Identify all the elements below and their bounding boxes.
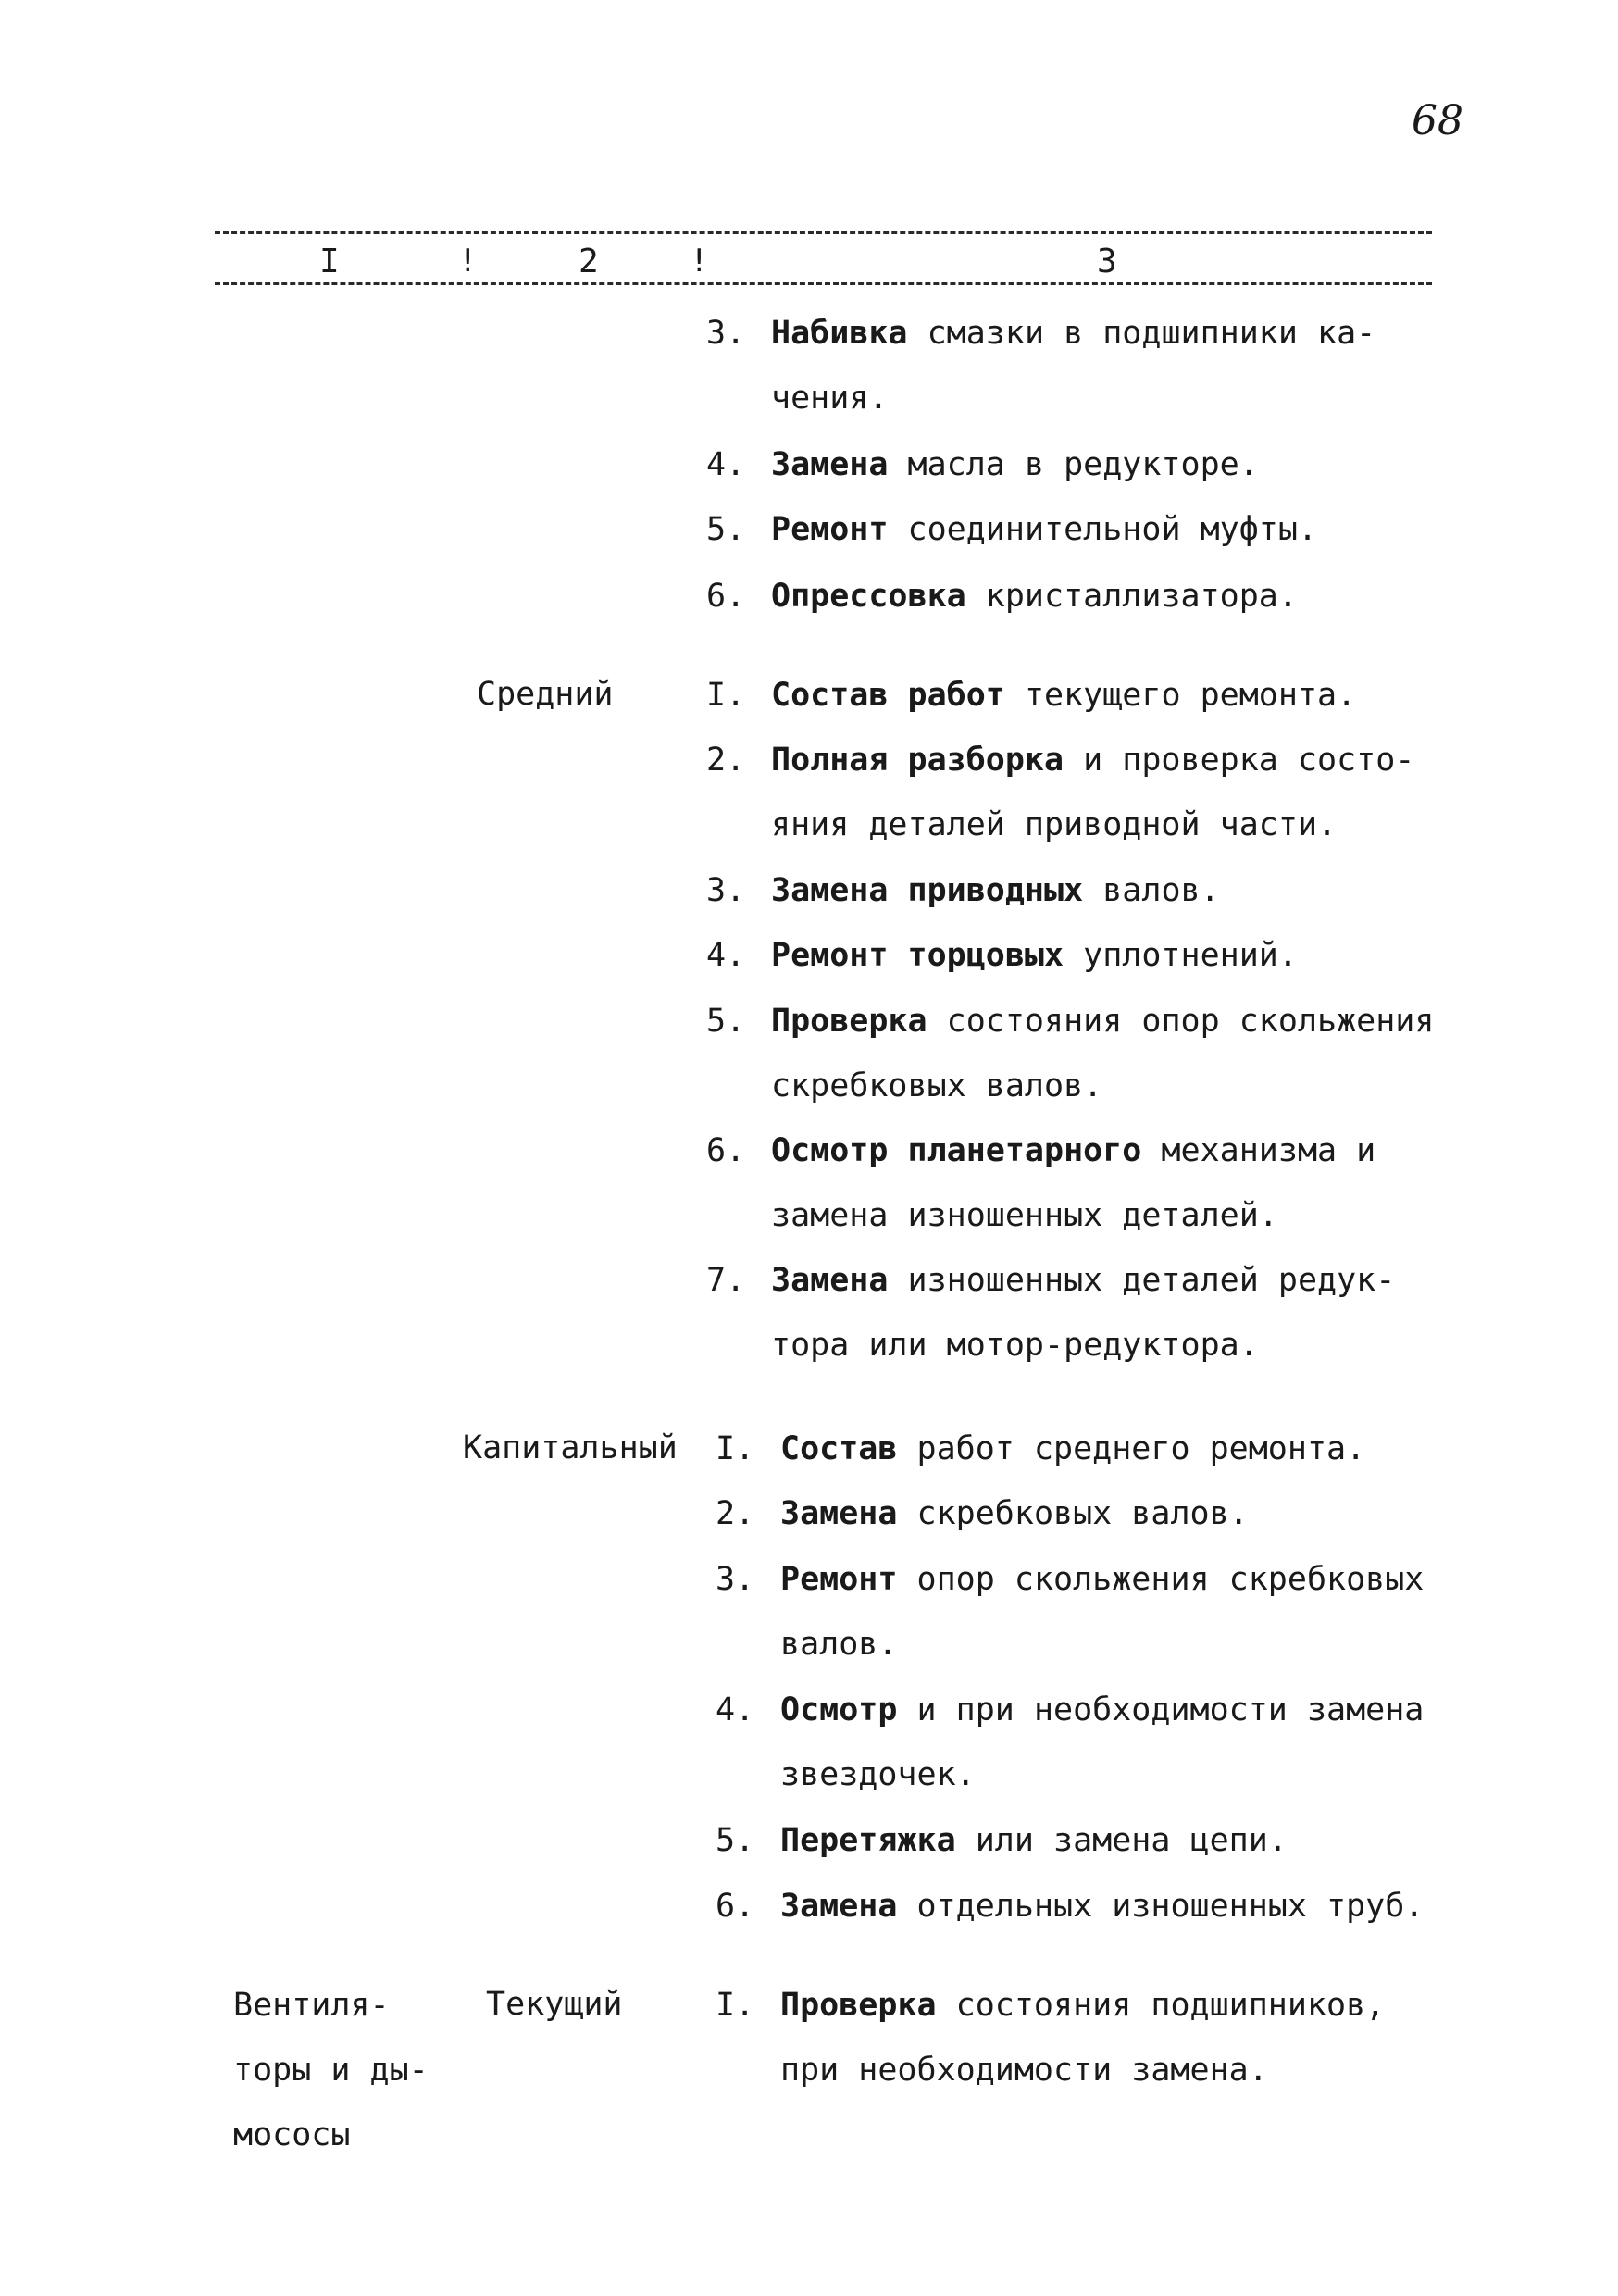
item-prev-5: 5. Ремонт соединительной муфты.	[706, 511, 1318, 548]
page-number: 68	[1412, 97, 1463, 144]
item-prev-3-cont: чения.	[771, 380, 889, 417]
equipment-fans-line-2: торы и ды-	[233, 2052, 429, 2089]
item-medium-6: 6. Осмотр планетарного механизма и	[706, 1132, 1376, 1169]
item-medium-2: 2. Полная разборка и проверка состо-	[706, 742, 1415, 779]
item-capital-4: 4. Осмотр и при необходимости замена	[716, 1691, 1425, 1728]
item-capital-2: 2. Замена скребковых валов.	[716, 1495, 1249, 1532]
item-capital-5: 5. Перетяжка или замена цепи.	[716, 1822, 1288, 1859]
header-rule-bottom	[215, 282, 1432, 285]
item-medium-2-cont: яния деталей приводной части.	[771, 806, 1338, 843]
repair-type-capital: Капитальный	[463, 1429, 678, 1466]
item-medium-6-cont: замена изношенных деталей.	[771, 1197, 1278, 1234]
item-medium-1: I. Состав работ текущего ремонта.	[706, 677, 1357, 714]
item-prev-3: 3. Набивка смазки в подшипники ка-	[706, 315, 1376, 352]
item-medium-5: 5. Проверка состояния опор скольжения	[706, 1003, 1435, 1040]
item-medium-4: 4. Ремонт торцовых уплотнений.	[706, 937, 1298, 974]
item-medium-7: 7. Замена изношенных деталей редук-	[706, 1262, 1396, 1299]
item-prev-6: 6. Опрессовка кристаллизатора.	[706, 578, 1298, 615]
item-medium-5-cont: скребковых валов.	[771, 1067, 1103, 1104]
header-rule-top	[215, 231, 1432, 234]
item-capital-4-cont: звездочек.	[780, 1756, 976, 1793]
item-prev-4: 4. Замена масла в редукторе.	[706, 446, 1259, 483]
item-capital-3-cont: валов.	[780, 1626, 898, 1663]
item-current-1: I. Проверка состояния подшипников,	[716, 1987, 1386, 2024]
column-separator-1: !	[458, 243, 478, 280]
item-capital-1: I. Состав работ среднего ремонта.	[716, 1430, 1366, 1467]
item-current-1-cont: при необходимости замена.	[780, 2052, 1268, 2089]
item-capital-6: 6. Замена отдельных изношенных труб.	[716, 1888, 1425, 1925]
equipment-fans-line-3: мососы	[233, 2116, 351, 2153]
item-medium-3: 3. Замена приводных валов.	[706, 872, 1220, 909]
equipment-fans-line-1: Вентиля-	[233, 1987, 390, 2024]
item-medium-7-cont: тора или мотор-редуктора.	[771, 1327, 1259, 1364]
item-capital-3: 3. Ремонт опор скольжения скребковых	[716, 1561, 1425, 1598]
column-header-1: I	[319, 243, 340, 281]
column-separator-2: !	[690, 243, 709, 280]
equipment-fans	[233, 1973, 429, 2167]
repair-type-current: Текущий	[486, 1986, 623, 2023]
column-header-3: 3	[1097, 243, 1117, 281]
repair-type-medium: Средний	[477, 676, 614, 713]
column-header-2: 2	[579, 243, 599, 281]
